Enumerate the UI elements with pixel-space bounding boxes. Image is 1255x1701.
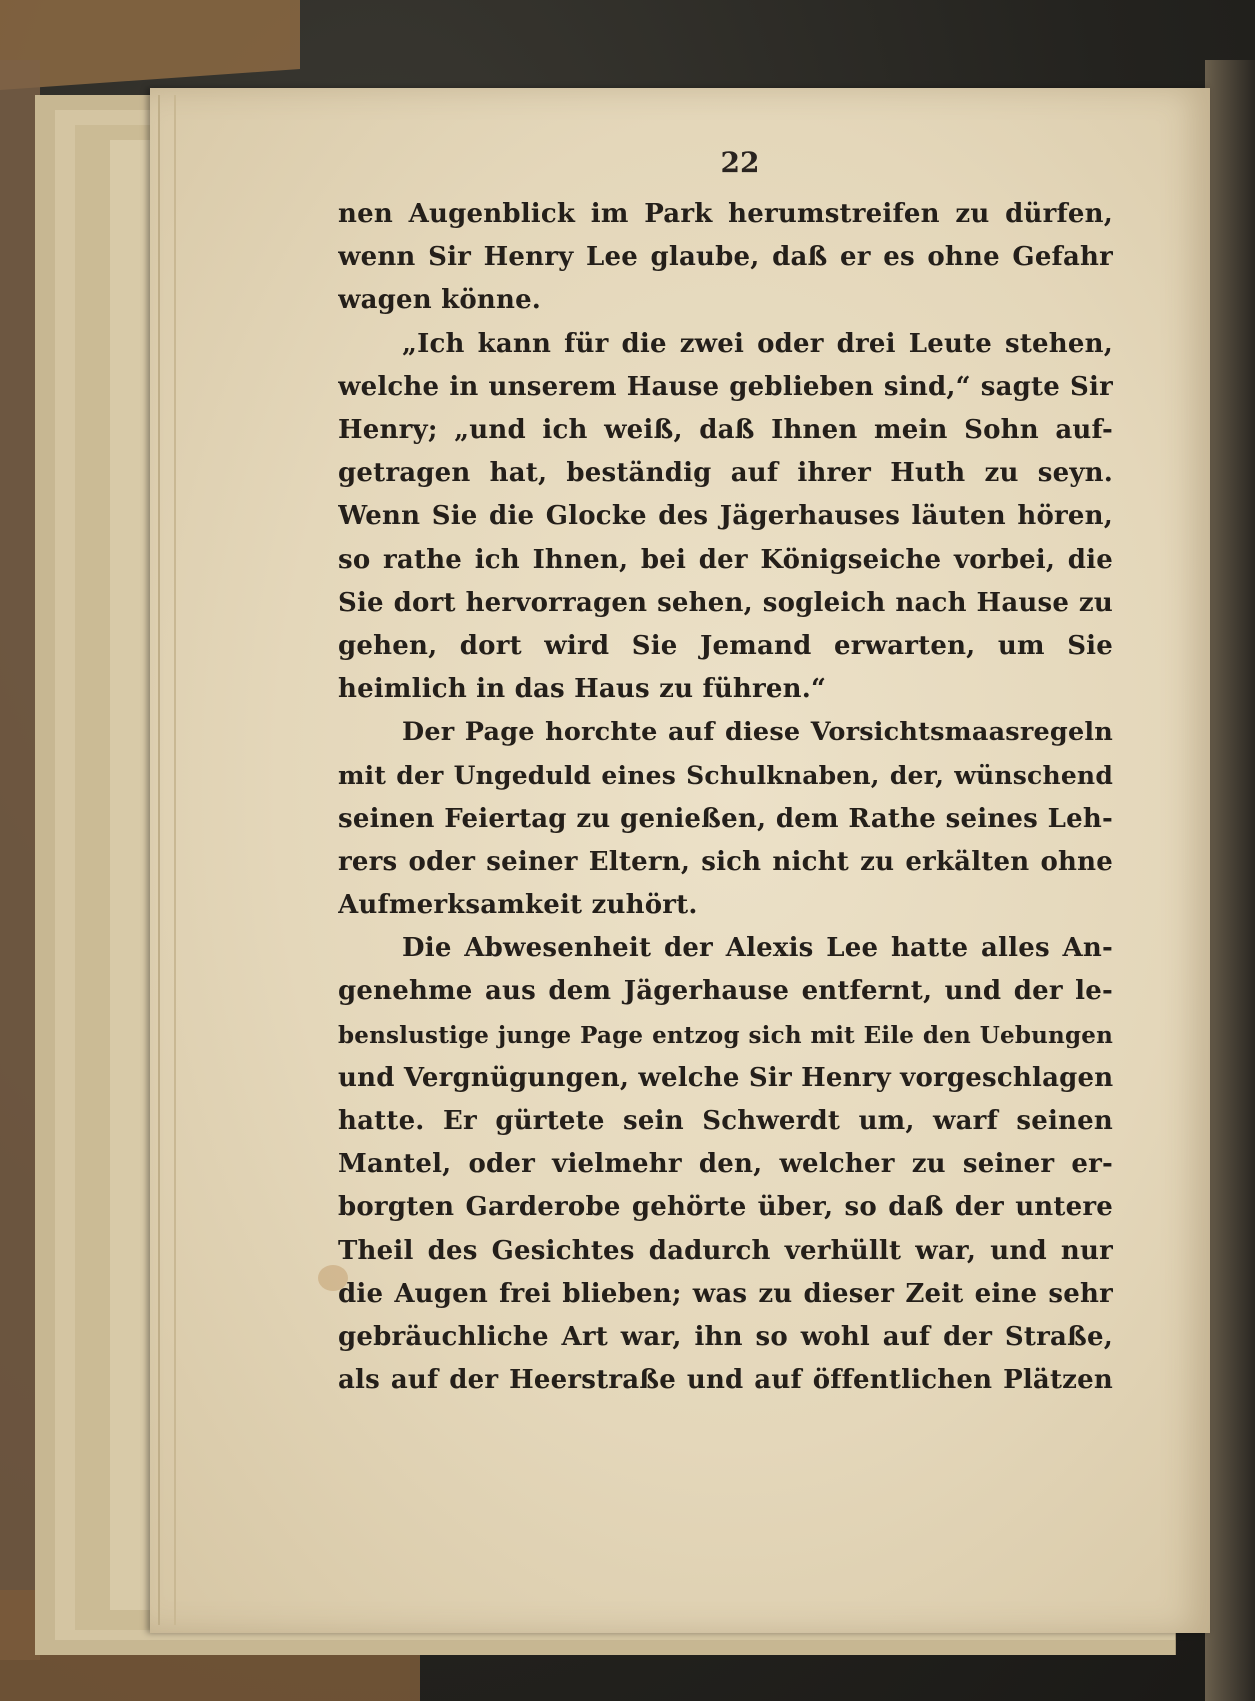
text-line: und Vergnügungen, welche Sir Henry vorgeschlagen bbox=[338, 1062, 1113, 1093]
text-line: seinen Feiertag zu genießen, dem Rathe seines Leh- bbox=[338, 803, 1113, 834]
text-line: welche in unserem Hause geblieben sind,“ sagte Sir bbox=[338, 371, 1113, 402]
text-line: Wenn Sie die Glocke des Jägerhauses läuten hören, bbox=[338, 501, 1113, 532]
page-number: 22 bbox=[720, 146, 760, 179]
page-gutter bbox=[158, 95, 176, 1625]
text-line: benslustige junge Page entzog sich mit Eile den Uebungen bbox=[338, 1021, 1113, 1049]
text-line: getragen hat, beständig auf ihrer Huth zu seyn. bbox=[338, 458, 1113, 489]
text-line: nen Augenblick im Park herumstreifen zu dürfen, bbox=[338, 199, 1113, 229]
text-line: Mantel, oder vielmehr den, welcher zu seiner er- bbox=[338, 1149, 1113, 1180]
text-line: gehen, dort wird Sie Jemand erwarten, um Sie bbox=[338, 630, 1113, 661]
text-line: rers oder seiner Eltern, sich nicht zu erkälten ohne bbox=[338, 846, 1113, 877]
text-line: heimlich in das Haus zu führen.“ bbox=[338, 674, 827, 705]
text-line: als auf der Heerstraße und auf öffentlichen Plätzen bbox=[338, 1365, 1113, 1396]
text-line: so rathe ich Ihnen, bei der Königseiche vorbei, die bbox=[338, 544, 1113, 575]
cover-leather-spine bbox=[0, 60, 40, 1660]
text-line: gebräuchliche Art war, ihn so wohl auf der Straße, bbox=[338, 1321, 1113, 1352]
text-line: wagen könne. bbox=[338, 285, 542, 316]
text-line: „Ich kann für die zwei oder drei Leute stehen, bbox=[402, 328, 1113, 359]
text-line: mit der Ungeduld eines Schulknaben, der, wünschend bbox=[338, 761, 1113, 791]
right-page-shadow bbox=[1205, 60, 1255, 1701]
text-line: Der Page horchte auf diese Vorsichtsmaasregeln bbox=[402, 717, 1113, 748]
text-line: Sie dort hervorragen sehen, sogleich nach Hause zu bbox=[338, 587, 1113, 618]
text-line: Henry; „und ich weiß, daß Ihnen mein Sohn auf- bbox=[338, 414, 1113, 445]
text-line: Theil des Gesichtes dadurch verhüllt war, und nur bbox=[338, 1235, 1113, 1266]
text-line: borgten Garderobe gehörte über, so daß der untere bbox=[338, 1192, 1113, 1223]
text-line: Die Abwesenheit der Alexis Lee hatte alles An- bbox=[402, 933, 1113, 964]
body-text bbox=[338, 193, 1113, 1402]
text-line: Aufmerksamkeit zuhört. bbox=[338, 890, 698, 920]
text-line: die Augen frei blieben; was zu dieser Zeit eine sehr bbox=[338, 1278, 1113, 1309]
text-line: hatte. Er gürtete sein Schwerdt um, warf seinen bbox=[338, 1105, 1113, 1136]
text-line: genehme aus dem Jägerhause entfernt, und der le- bbox=[338, 976, 1113, 1007]
text-line: wenn Sir Henry Lee glaube, daß er es ohne Gefahr bbox=[338, 242, 1113, 273]
